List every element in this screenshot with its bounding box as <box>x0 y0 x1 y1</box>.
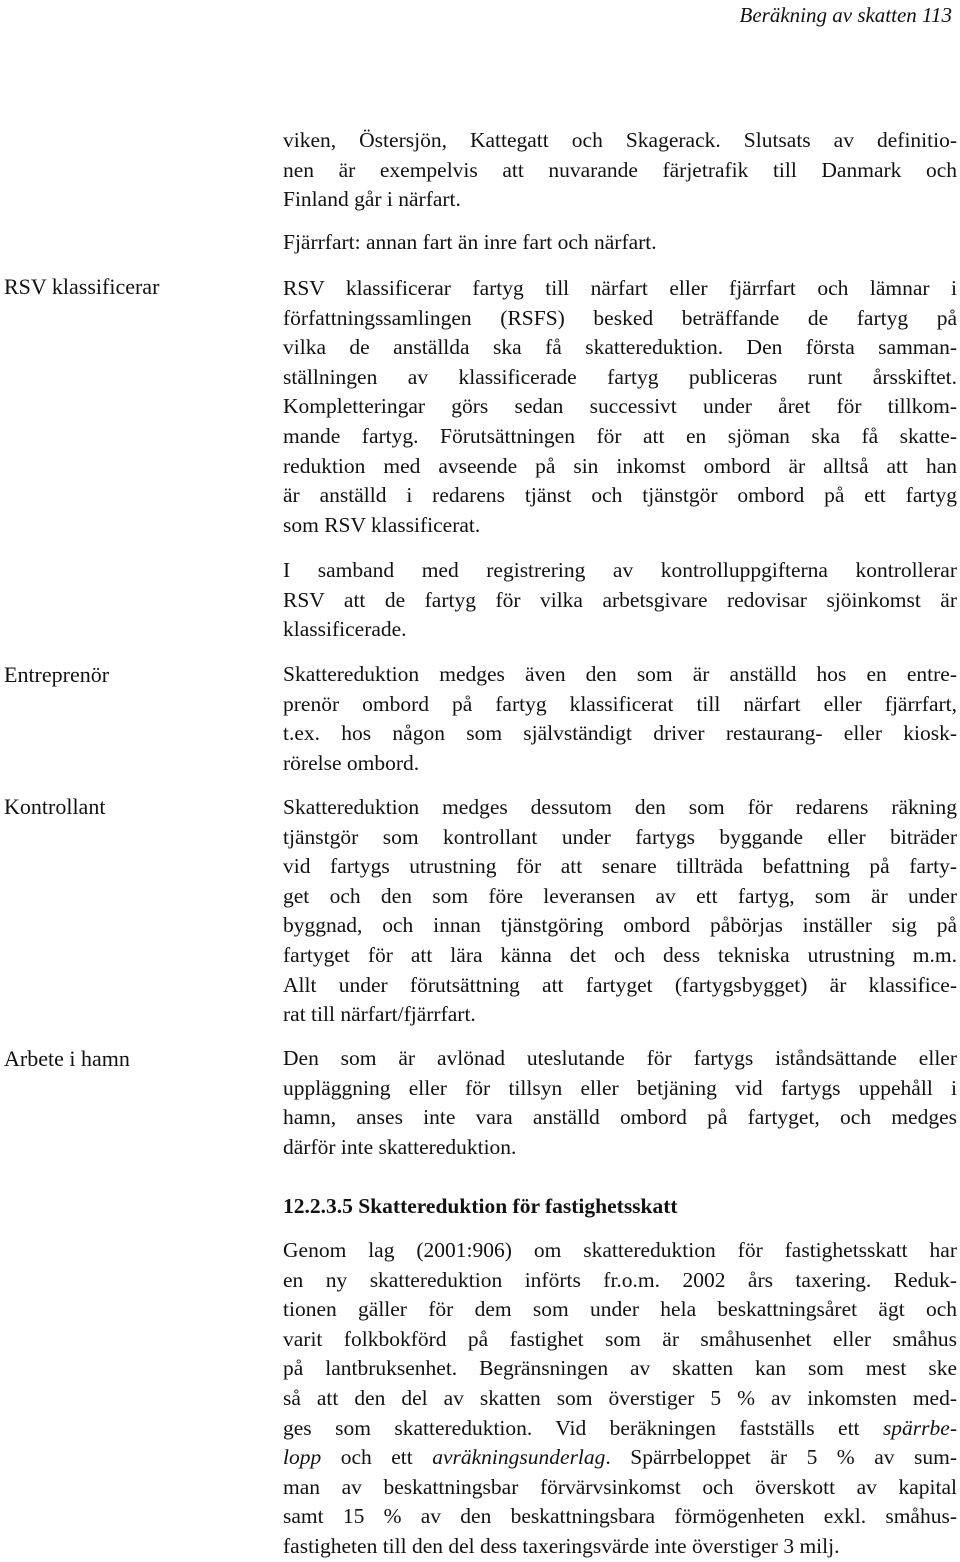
text-line: en ny skattereduktion införts fr.o.m. 2002 års taxering. Reduk- <box>283 1267 957 1292</box>
text-line: därför inte skattereduktion. <box>283 1134 517 1159</box>
text-line: är anställd i redarens tjänst och tjänstgör ombord på ett fartyg <box>283 483 957 508</box>
text-line: rat till närfart/fjärrfart. <box>283 1002 476 1027</box>
page-number: 113 <box>922 3 952 27</box>
text-line: uppläggning eller för tillsyn eller betjäning vid fartygs uppehåll i <box>283 1075 957 1100</box>
paragraph-rsv-klassificerar <box>283 274 957 540</box>
text-line: Skattereduktion medges dessutom den som för redarens räkning <box>283 795 957 819</box>
text-segment: och ett <box>321 1445 433 1470</box>
running-header <box>740 2 952 28</box>
text-line: byggnad, och innan tjänstgöring ombord påbörjas inställer sig på <box>283 913 957 938</box>
text-line: fartyget för att lära känna det och dess tekniska utrustning m.m. <box>283 942 957 967</box>
italic-term: spärrbe- <box>882 1415 957 1440</box>
paragraph-arbete-i-hamn <box>283 1044 957 1162</box>
paragraph-entreprenor <box>283 660 957 778</box>
text-line-mixed <box>283 1443 957 1473</box>
text-line: vilka de anställda ska få skattereduktion. Den första samman- <box>283 335 957 360</box>
paragraph-fastighetsskatt <box>283 1236 957 1562</box>
text-line: nen är exempelvis att nuvarande färjetrafik till Danmark och <box>283 157 957 182</box>
text-line: fastigheten till den del dess taxeringsvärde inte överstiger 3 milj. <box>283 1533 840 1558</box>
paragraph-kontrollant <box>283 793 957 1030</box>
paragraph-narfart-definition <box>283 126 957 215</box>
text-line: tjänstgör som kontrollant under fartygs byggande eller biträder <box>283 824 957 849</box>
text-line-mixed <box>283 1414 957 1444</box>
text-line: rörelse ombord. <box>283 750 420 775</box>
text-line: vid fartygs utrustning för att senare tillträda befattning på farty- <box>283 854 957 879</box>
text-segment: . Spärrbeloppet är 5 % av sum- <box>605 1445 957 1470</box>
text-line: Fjärrfart: annan fart än inre fart och närfart. <box>283 230 657 254</box>
text-line: Allt under förutsättning att fartyget (fartygsbygget) är klassifice- <box>283 972 957 997</box>
text-line: tionen gäller för dem som under hela beskattningsåret ägt och <box>283 1297 957 1322</box>
running-title: Beräkning av skatten <box>739 3 917 27</box>
paragraph-kontrolluppgifter <box>283 556 957 645</box>
italic-term: lopp <box>283 1445 322 1470</box>
paragraph-fjarrfart <box>283 228 957 258</box>
margin-note-rsv-klassificerar: RSV klassificerar <box>4 274 160 299</box>
margin-note-kontrollant: Kontrollant <box>4 794 106 819</box>
text-line: Kompletteringar görs sedan successivt under året för tillkom- <box>283 394 957 419</box>
text-line: mande fartyg. Förutsättningen för att en sjöman ska få skatte- <box>283 423 957 448</box>
section-heading: 12.2.3.5 Skattereduktion för fastighetsskatt <box>283 1194 678 1218</box>
text-line: RSV klassificerar fartyg till närfart eller fjärrfart och lämnar i <box>283 276 957 300</box>
margin-note-entreprenor: Entreprenör <box>4 662 110 687</box>
text-line: RSV att de fartyg för vilka arbetsgivare redovisar sjöinkomst är <box>283 587 957 612</box>
text-line: prenör ombord på fartyg klassificerat till närfart eller fjärrfart, <box>283 691 957 716</box>
text-line: Finland går i närfart. <box>283 187 461 212</box>
text-line: man av beskattningsbar förvärvsinkomst och överskott av kapital <box>283 1474 957 1499</box>
text-line: samt 15 % av den beskattningsbara förmögenheten exkl. småhus- <box>283 1504 957 1529</box>
text-line: så att den del av skatten som överstiger 5 % av inkomsten med- <box>283 1385 957 1410</box>
text-line: Den som är avlönad uteslutande för fartygs iståndsättande eller <box>283 1046 957 1070</box>
text-segment: ges som skattereduktion. Vid beräkningen fastställs ett <box>283 1415 883 1440</box>
text-line: författningssamlingen (RSFS) besked beträffande de fartyg på <box>283 305 957 330</box>
text-line: I samband med registrering av kontrolluppgifterna kontrollerar <box>283 558 957 582</box>
text-line: hamn, anses inte vara anställd ombord på fartyget, och medges <box>283 1105 957 1130</box>
text-line: Skattereduktion medges även den som är anställd hos en entre- <box>283 662 957 686</box>
text-line: varit folkbokförd på fastighet som är småhusenhet eller småhus <box>283 1326 957 1351</box>
text-line: Genom lag (2001:906) om skattereduktion för fastighetsskatt har <box>283 1238 957 1262</box>
text-line: reduktion med avseende på sin inkomst ombord är alltså att han <box>283 453 957 478</box>
text-line: ställningen av klassificerade fartyg publiceras runt årsskiftet. <box>283 364 957 389</box>
text-line: t.ex. hos någon som självständigt driver restaurang- eller kiosk- <box>283 721 957 746</box>
text-line: viken, Östersjön, Kattegatt och Skagerack. Slutsats av definitio- <box>283 128 957 152</box>
margin-note-arbete-i-hamn: Arbete i hamn <box>4 1046 130 1071</box>
text-line: som RSV klassificerat. <box>283 512 481 537</box>
italic-term: avräkningsunderlag <box>432 1445 606 1470</box>
text-line: på lantbruksenhet. Begränsningen av skatten kan som mest ske <box>283 1356 957 1381</box>
text-line: klassificerade. <box>283 617 407 642</box>
text-line: get och den som före leveransen av ett fartyg, som är under <box>283 883 957 908</box>
